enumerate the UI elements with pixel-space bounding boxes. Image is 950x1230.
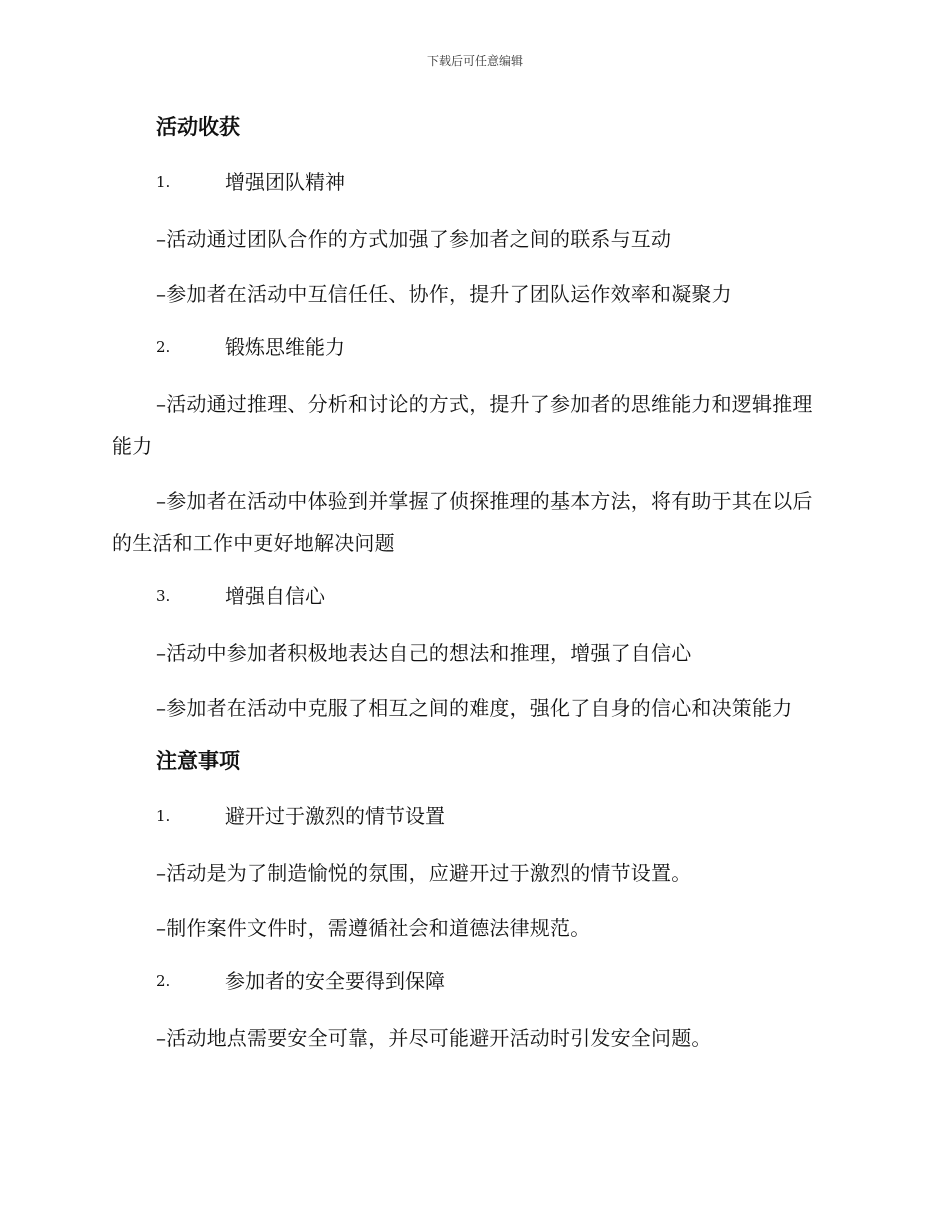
list-item-heading [112, 577, 827, 615]
list-item-heading [112, 328, 827, 366]
bullet-paragraph: –活动地点需要安全可靠，并尽可能避开活动时引发安全问题。 [156, 1026, 712, 1050]
section-heading-gains: 活动收获 [156, 114, 240, 139]
list-number: 1. [156, 173, 171, 191]
list-item-heading [112, 962, 827, 1000]
list-item-heading [112, 797, 827, 835]
list-item-heading [112, 163, 827, 201]
list-number: 2. [156, 972, 171, 990]
list-item-title: 锻炼思维能力 [225, 335, 345, 359]
list-number: 2. [156, 338, 171, 356]
list-item-title: 增强团队精神 [225, 170, 345, 194]
bullet-paragraph: –活动通过团队合作的方式加强了参加者之间的联系与互动 [156, 227, 672, 251]
list-item-title: 增强自信心 [225, 584, 325, 608]
bullet-paragraph: –参加者在活动中互信任任、协作，提升了团队运作效率和凝聚力 [156, 282, 732, 306]
bullet-paragraph: –活动是为了制造愉悦的氛围，应避开过于激烈的情节设置。 [156, 861, 692, 885]
bullet-paragraph: –活动通过推理、分析和讨论的方式，提升了参加者的思维能力和逻辑推理能力 [112, 392, 813, 458]
list-item-title: 避开过于激烈的情节设置 [225, 804, 445, 828]
section-heading-notes: 注意事项 [156, 748, 240, 773]
bullet-paragraph: –参加者在活动中克服了相互之间的难度，强化了自身的信心和决策能力 [156, 696, 793, 720]
list-number: 1. [156, 807, 171, 825]
list-number: 3. [156, 587, 171, 605]
page-header: 下载后可任意编辑 [426, 54, 523, 68]
document-body [112, 108, 827, 1072]
bullet-paragraph: –制作案件文件时，需遵循社会和道德法律规范。 [156, 916, 591, 940]
bullet-paragraph: –参加者在活动中体验到并掌握了侦探推理的基本方法，将有助于其在以后的生活和工作中更好地解决问题 [112, 489, 813, 555]
bullet-paragraph: –活动中参加者积极地表达自己的想法和推理，增强了自信心 [156, 641, 692, 665]
list-item-title: 参加者的安全要得到保障 [225, 969, 445, 993]
